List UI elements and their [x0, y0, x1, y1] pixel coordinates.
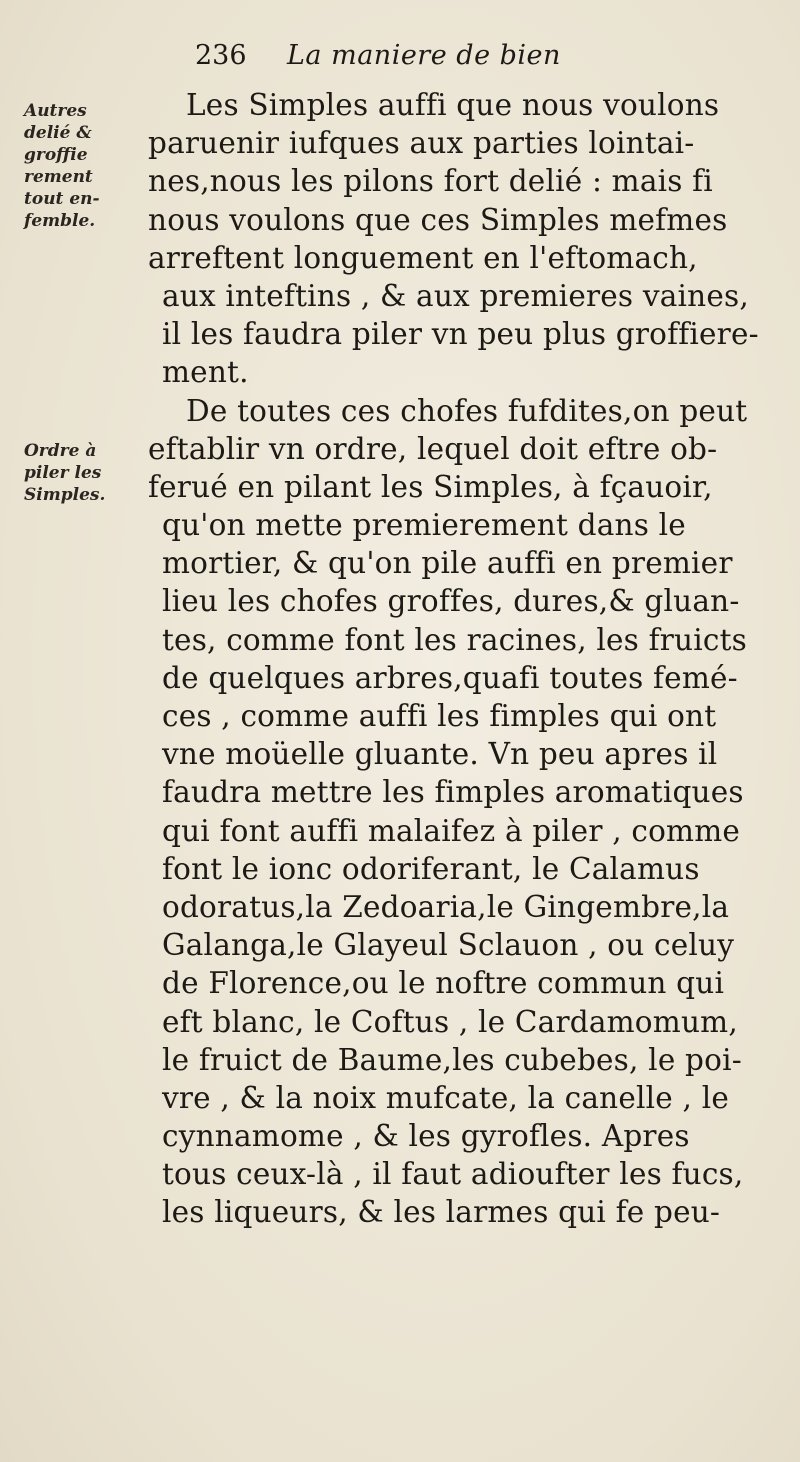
paragraph-1	[148, 86, 798, 392]
margin-note-line: delié &	[24, 123, 92, 143]
margin-note-line: Simples.	[24, 485, 106, 505]
margin-note-line: femble.	[24, 211, 96, 231]
text-line: eft blanc, le Coftus , le Cardamomum,	[162, 1004, 738, 1039]
page-number: 236	[195, 40, 247, 71]
text-line: paruenir iufques aux parties lointai-	[148, 126, 695, 161]
text-line: arreftent longuement en l'eftomach,	[148, 240, 698, 275]
margin-note-line: Autres	[24, 101, 87, 121]
text-line: vne moüelle gluante. Vn peu apres il	[162, 737, 718, 772]
margin-note-line: Ordre à	[24, 441, 97, 461]
running-title: La maniere de bien	[287, 40, 561, 71]
text-line: eftablir vn ordre, lequel doit eftre ob-	[148, 431, 718, 466]
text-line: le fruict de Baume,les cubebes, le poi-	[162, 1042, 742, 1077]
text-line: vre , & la noix mufcate, la canelle , le	[162, 1080, 729, 1115]
text-line: tous ceux-là , il faut adioufter les fucs,	[162, 1157, 744, 1192]
text-line: de Florence,ou le noftre commun qui	[162, 966, 725, 1001]
text-line: qui font auffi malaifez à piler , comme	[162, 813, 741, 848]
text-line: nous voulons que ces Simples mefmes	[148, 202, 728, 237]
margin-note-line: rement	[24, 167, 93, 187]
body-text	[148, 86, 798, 1232]
text-line: De toutes ces chofes fufdites,on peut	[186, 393, 748, 428]
text-line: mortier, & qu'on pile auffi en premier	[162, 546, 733, 581]
text-line: cynnamome , & les gyrofles. Apres	[162, 1119, 690, 1154]
text-line: ment.	[162, 355, 249, 390]
text-line: faudra mettre les fimples aromatiques	[162, 775, 744, 810]
margin-note-line: tout en-	[24, 189, 100, 209]
text-line: les liqueurs, & les larmes qui fe peu-	[162, 1195, 721, 1230]
margin-note-ordre	[24, 440, 142, 506]
paragraph-2	[148, 392, 798, 1232]
text-line: odoratus,la Zedoaria,le Gingembre,la	[162, 889, 730, 924]
text-line: ferué en pilant les Simples, à fçauoir,	[148, 469, 713, 504]
text-line: tes, comme font les racines, les fruicts	[162, 622, 747, 657]
text-line: aux inteftins , & aux premieres vaines,	[162, 278, 749, 313]
text-line: Les Simples auffi que nous voulons	[186, 88, 720, 122]
text-line: Galanga,le Glayeul Sclauon , ou celuy	[162, 928, 735, 963]
text-line: font le ionc odoriferant, le Calamus	[162, 851, 700, 886]
text-line: qu'on mette premierement dans le	[162, 508, 686, 543]
text-line: de quelques arbres,quafi toutes femé-	[162, 660, 738, 695]
text-line: lieu les chofes groffes, dures,& gluan-	[162, 584, 740, 619]
margin-note-line: groffie	[24, 145, 88, 165]
margin-note-line: piler les	[24, 463, 102, 483]
text-line: il les faudra piler vn peu plus groffiere-	[162, 317, 759, 352]
text-line: ces , comme auffi les fimples qui ont	[162, 699, 717, 733]
page-header	[195, 40, 755, 80]
text-line: nes,nous les pilons fort delié : mais fi	[148, 164, 713, 199]
margin-note-autres	[24, 100, 142, 232]
